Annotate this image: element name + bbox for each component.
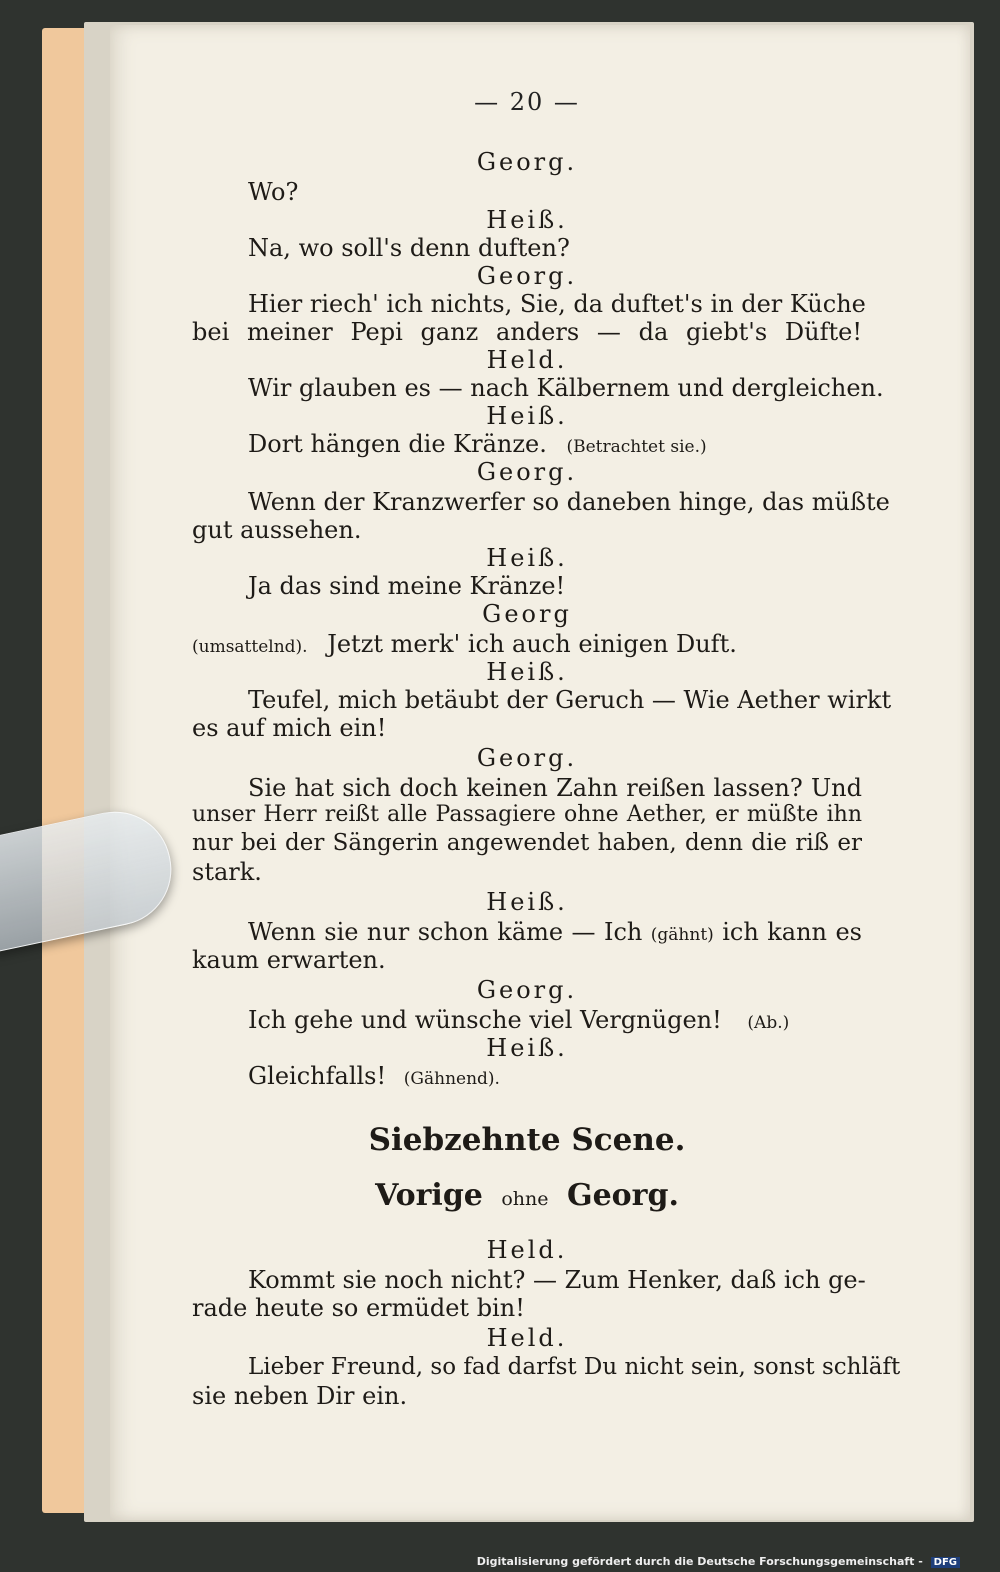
- dialogue-line: sie neben Dir ein.: [192, 1382, 408, 1410]
- speaker-name: Heiß.: [486, 544, 568, 572]
- dialogue-text: ich kann es: [722, 918, 862, 946]
- stage-direction: (Betrachtet sie.): [566, 437, 707, 457]
- speaker-name: Georg.: [476, 744, 578, 772]
- dialogue-line: bei meiner Pepi ganz anders — da giebt's Düfte!: [192, 318, 862, 346]
- stage-direction: (Gähnend).: [403, 1069, 500, 1089]
- dialogue-line: Kommt sie noch nicht? — Zum Henker, daß ich ge-: [248, 1266, 866, 1294]
- speaker-name: Heiß.: [486, 402, 568, 430]
- stage-direction: (gähnt): [650, 925, 714, 945]
- dialogue-line: [192, 918, 862, 946]
- page-number: — 20 —: [474, 88, 580, 116]
- dialogue-line: [192, 630, 862, 658]
- dialogue-line: kaum erwarten.: [192, 946, 386, 974]
- dialogue-line: Hier riech' ich nichts, Sie, da duftet's in der Küche: [248, 290, 866, 318]
- dialogue-line: Lieber Freund, so fad darfst Du nicht sein, sonst schläft: [248, 1354, 901, 1380]
- cast-connector: ohne: [501, 1188, 549, 1210]
- dialogue-line: unser Herr reißt alle Passagiere ohne Aether, er müßte ihn: [192, 802, 862, 827]
- speaker-name: Georg.: [476, 458, 578, 486]
- dialogue-line: es auf mich ein!: [192, 714, 387, 742]
- scene-cast: [192, 1178, 862, 1213]
- dialogue-line: Sie hat sich doch keinen Zahn reißen lassen? Und: [248, 774, 862, 802]
- dialogue-line: Teufel, mich betäubt der Geruch — Wie Aether wirkt: [248, 686, 892, 714]
- speaker-name: Georg.: [476, 262, 578, 290]
- dialogue-line: rade heute so ermüdet bin!: [192, 1294, 525, 1322]
- dialogue-line: Wir glauben es — nach Kälbernem und dergleichen.: [248, 374, 884, 402]
- dialogue-line: [192, 1006, 862, 1034]
- stage-direction: (Ab.): [747, 1013, 790, 1033]
- dialogue-line: Na, wo soll's denn duften?: [248, 234, 570, 262]
- dialogue-line: Ja das sind meine Kränze!: [248, 572, 566, 600]
- dfg-logo: DFG: [931, 1557, 960, 1568]
- scene-heading: Siebzehnte Scene.: [368, 1122, 686, 1158]
- dialogue-text: Jetzt merk' ich auch einigen Duft.: [327, 630, 737, 658]
- speaker-name: Heiß.: [486, 658, 568, 686]
- speaker-name: Held.: [486, 1324, 568, 1352]
- speaker-name: Heiß.: [486, 1034, 568, 1062]
- dialogue-line: [192, 1062, 862, 1090]
- dialogue-line: nur bei der Sängerin angewendet haben, denn die riß er: [192, 830, 862, 856]
- speaker-name: Heiß.: [486, 888, 568, 916]
- credit-text: Digitalisierung gefördert durch die Deutsche Forschungsgemeinschaft -: [476, 1555, 923, 1568]
- dialogue-text: Dort hängen die Kränze.: [248, 430, 547, 458]
- digitization-credit: [477, 1555, 960, 1568]
- dialogue-text: Wenn sie nur schon käme — Ich: [248, 918, 643, 946]
- speaker-name: Held.: [486, 1236, 568, 1264]
- dialogue-text: Ich gehe und wünsche viel Vergnügen!: [248, 1006, 722, 1034]
- speaker-name: Held.: [486, 346, 568, 374]
- dialogue-line: [192, 430, 862, 458]
- cast-previous: Vorige: [375, 1178, 483, 1213]
- dialogue-text: Gleichfalls!: [248, 1062, 387, 1090]
- stage-direction: (umsattelnd).: [192, 637, 308, 657]
- dialogue-line: Wo?: [248, 178, 299, 206]
- cast-name: Georg.: [566, 1178, 679, 1213]
- speaker-name: Heiß.: [486, 206, 568, 234]
- dialogue-line: stark.: [192, 858, 262, 886]
- dialogue-line: gut aussehen.: [192, 516, 362, 544]
- speaker-name: Georg: [482, 600, 572, 628]
- dialogue-line: Wenn der Kranzwerfer so daneben hinge, das müßte: [248, 488, 890, 516]
- speaker-name: Georg.: [476, 976, 578, 1004]
- speaker-name: Georg.: [476, 148, 578, 176]
